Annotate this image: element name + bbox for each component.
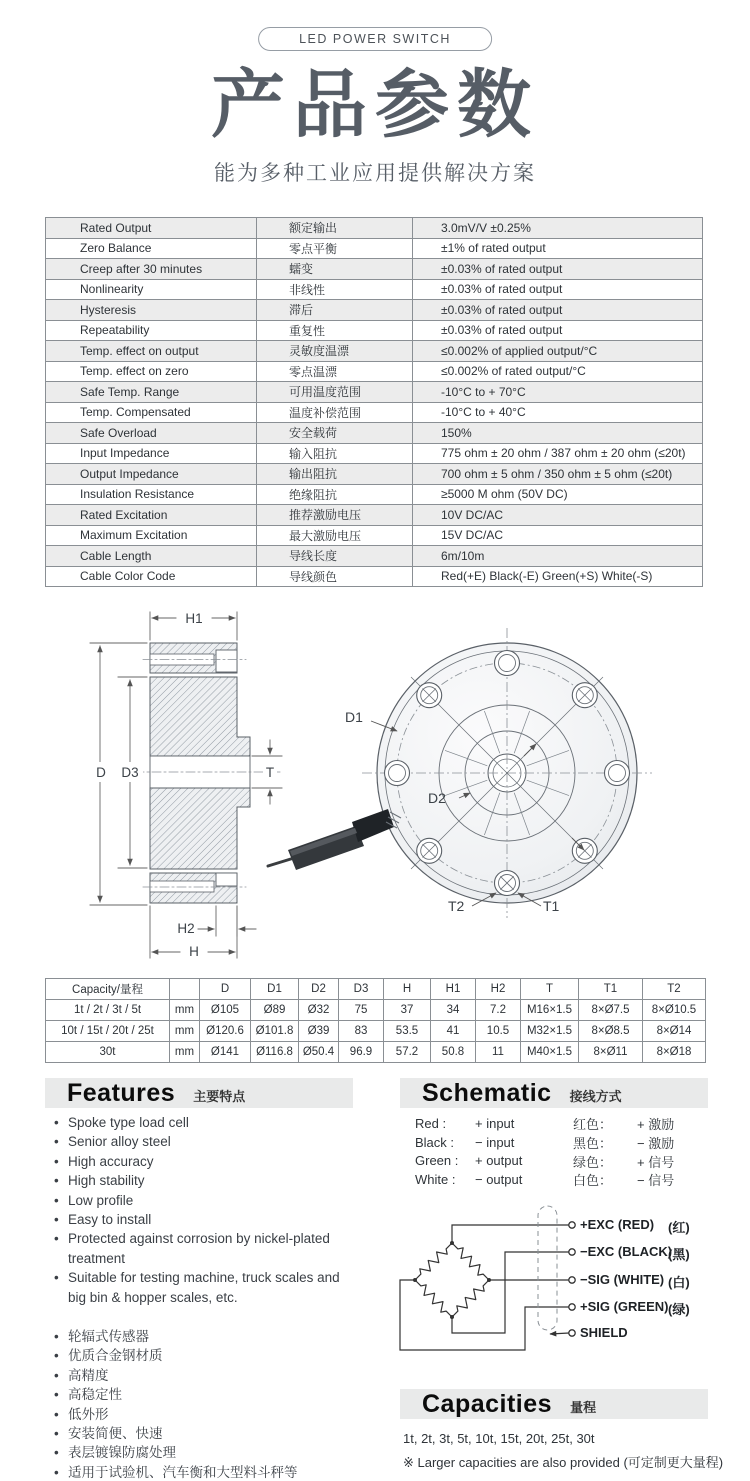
dim-row xyxy=(46,1042,706,1063)
page-subtitle: 能为多种工业应用提供解决方案 xyxy=(214,162,536,185)
bolt-hole xyxy=(609,765,626,782)
spec-name-en: Temp. effect on output xyxy=(46,341,257,362)
dim-cell: M16×1.5 xyxy=(521,1000,579,1021)
spec-value: ±1% of rated output xyxy=(413,238,703,259)
spec-value: ≤0.002% of applied output/°C xyxy=(413,341,703,362)
bullet-dot: • xyxy=(54,1115,59,1130)
dim-label-d: D xyxy=(96,765,106,780)
strain-gauge-resistor xyxy=(415,1243,452,1280)
wiring-cell: + input xyxy=(475,1115,515,1131)
dim-cell: 11 xyxy=(476,1042,521,1063)
dim-header-cell: T xyxy=(521,979,579,1000)
dim-header-cell: D3 xyxy=(339,979,384,1000)
spec-name-en: Temp. Compensated xyxy=(46,402,257,423)
spec-name-zh: 蠕变 xyxy=(257,259,413,280)
dim-cell: mm xyxy=(170,1000,200,1021)
dim-header-cell: T2 xyxy=(643,979,706,1000)
bullet-dot: • xyxy=(54,1445,59,1461)
dim-header-cell: D xyxy=(200,979,251,1000)
front-view-drawing xyxy=(265,628,652,918)
wiring-cell: − 激励 xyxy=(637,1135,675,1151)
wiring-cell: Green : xyxy=(415,1153,459,1169)
bullet-dot: • xyxy=(54,1212,59,1228)
bullet-dot: • xyxy=(54,1270,59,1286)
feature-text: 优质合金钢材质 xyxy=(68,1348,163,1364)
spec-name-zh: 导线颜色 xyxy=(257,566,413,587)
dim-cell: Ø50.4 xyxy=(299,1042,339,1063)
spec-name-en: Input Impedance xyxy=(46,443,257,464)
spec-row xyxy=(46,382,703,403)
spec-name-zh: 零点温漂 xyxy=(257,361,413,382)
dim-cell: Ø116.8 xyxy=(251,1042,299,1063)
dim-cell: Ø120.6 xyxy=(200,1021,251,1042)
dim-label-t: T xyxy=(265,765,275,780)
dim-cell: 8×Ø11 xyxy=(579,1042,643,1063)
feature-text: Low profile xyxy=(68,1192,134,1208)
dim-row xyxy=(46,1021,706,1042)
spec-name-zh: 灵敏度温漂 xyxy=(257,341,413,362)
spec-value: ±0.03% of rated output xyxy=(413,300,703,321)
feature-item xyxy=(48,1171,350,1190)
spec-row xyxy=(46,320,703,341)
spec-name-en: Rated Excitation xyxy=(46,505,257,526)
page-title: 产品参数 xyxy=(211,63,539,146)
feature-text: Spoke type load cell xyxy=(68,1115,189,1130)
spec-name-en: Creep after 30 minutes xyxy=(46,259,257,280)
schematic-title: Schematic xyxy=(422,1078,552,1107)
spec-name-zh: 绝缘阻抗 xyxy=(257,484,413,505)
feature-text: Suitable for testing machine, truck scales and big bin & hopper scales, etc. xyxy=(68,1270,340,1305)
dim-cell: Ø89 xyxy=(251,1000,299,1021)
dim-cell: 7.2 xyxy=(476,1000,521,1021)
dim-cell: 10.5 xyxy=(476,1021,521,1042)
terminal-label xyxy=(580,1217,720,1235)
spec-name-zh: 最大激励电压 xyxy=(257,525,413,546)
bullet-dot: • xyxy=(54,1173,59,1189)
spec-name-en: Rated Output xyxy=(46,218,257,239)
terminal-label xyxy=(580,1244,720,1262)
dim-label-h2: H2 xyxy=(177,921,195,936)
bullet-dot: • xyxy=(54,1406,59,1422)
spec-name-zh: 导线长度 xyxy=(257,546,413,567)
cable-connector-illustration xyxy=(268,809,401,870)
dim-cell: 83 xyxy=(339,1021,384,1042)
spec-value: 775 ohm ± 20 ohm / 387 ohm ± 20 ohm (≤20t) xyxy=(413,443,703,464)
spec-value: 15V DC/AC xyxy=(413,525,703,546)
dim-cell: 41 xyxy=(431,1021,476,1042)
spec-value: ≤0.002% of rated output/°C xyxy=(413,361,703,382)
dim-cell: M40×1.5 xyxy=(521,1042,579,1063)
spec-value: 6m/10m xyxy=(413,546,703,567)
feature-text: 适用于试验机、汽车衡和大型料斗秤等 xyxy=(68,1464,298,1480)
feature-item xyxy=(48,1152,350,1171)
feature-item xyxy=(48,1346,350,1365)
dim-label-t2: T2 xyxy=(448,898,465,914)
spec-row xyxy=(46,423,703,444)
terminal-label xyxy=(580,1325,720,1340)
spec-row xyxy=(46,402,703,423)
bullet-dot: • xyxy=(54,1153,59,1169)
dim-cell: 8×Ø18 xyxy=(643,1042,706,1063)
wiring-cell: 黑色： xyxy=(573,1135,613,1151)
spec-name-zh: 零点平衡 xyxy=(257,238,413,259)
feature-text: 安装简便、快速 xyxy=(68,1426,163,1442)
spec-name-en: Maximum Excitation xyxy=(46,525,257,546)
bullet-dot: • xyxy=(54,1367,59,1383)
spec-row xyxy=(46,259,703,280)
dim-header-cell: H2 xyxy=(476,979,521,1000)
spec-value: ≥5000 M ohm (50V DC) xyxy=(413,484,703,505)
terminal-name: +SIG (GREEN) xyxy=(580,1299,669,1314)
spec-name-en: Cable Color Code xyxy=(46,566,257,587)
terminal-name: −EXC (BLACK) xyxy=(580,1244,673,1259)
dim-label-d2: D2 xyxy=(428,790,446,806)
spec-row xyxy=(46,443,703,464)
spec-row xyxy=(46,566,703,587)
spec-name-en: Safe Overload xyxy=(46,423,257,444)
spec-name-en: Cable Length xyxy=(46,546,257,567)
spec-value: ±0.03% of rated output xyxy=(413,320,703,341)
dim-cell: 57.2 xyxy=(384,1042,431,1063)
terminal-label xyxy=(580,1299,720,1317)
bullet-dot: • xyxy=(54,1387,59,1403)
dim-cell: 1t / 2t / 3t / 5t xyxy=(46,1000,170,1021)
wiring-cell: 红色： xyxy=(573,1116,613,1132)
terminal-label xyxy=(580,1272,720,1290)
dim-label-h: H xyxy=(189,944,199,959)
features-section-header xyxy=(45,1078,353,1108)
wiring-cell: 绿色： xyxy=(573,1154,613,1170)
dim-cell: 96.9 xyxy=(339,1042,384,1063)
dim-cell: mm xyxy=(170,1021,200,1042)
spec-name-zh: 推荐激励电压 xyxy=(257,505,413,526)
terminal-name: −SIG (WHITE) xyxy=(580,1272,665,1287)
feature-item xyxy=(48,1463,350,1481)
spec-row xyxy=(46,218,703,239)
dim-cell: Ø141 xyxy=(200,1042,251,1063)
strain-gauge-resistor xyxy=(452,1280,489,1317)
dim-cell: 34 xyxy=(431,1000,476,1021)
spec-name-en: Temp. effect on zero xyxy=(46,361,257,382)
strain-gauge-resistor xyxy=(415,1280,452,1317)
features-subtitle-zh: 主要特点 xyxy=(193,1088,246,1104)
spec-name-zh: 输出阻抗 xyxy=(257,464,413,485)
dim-cell: 50.8 xyxy=(431,1042,476,1063)
dimension-table xyxy=(45,978,706,1063)
dim-cell: 30t xyxy=(46,1042,170,1063)
feature-text: 高精度 xyxy=(68,1367,109,1383)
dim-label-d1: D1 xyxy=(345,709,363,725)
spec-value: 10V DC/AC xyxy=(413,505,703,526)
bullet-dot: • xyxy=(54,1192,59,1208)
feature-text: High stability xyxy=(68,1173,145,1189)
dim-header-cell: T1 xyxy=(579,979,643,1000)
terminal-name-zh: (黑) xyxy=(668,1247,690,1262)
capacities-subtitle-zh: 量程 xyxy=(570,1399,597,1415)
dim-cell: Ø105 xyxy=(200,1000,251,1021)
bullet-dot: • xyxy=(54,1464,59,1480)
features-list-zh xyxy=(48,1327,350,1481)
capacities-title: Capacities xyxy=(422,1389,553,1418)
wiring-row xyxy=(415,1114,707,1133)
terminal-name: +EXC (RED) xyxy=(580,1217,655,1232)
feature-text: Easy to install xyxy=(68,1212,152,1228)
terminal-name-zh: (绿) xyxy=(668,1302,690,1317)
feature-text: High accuracy xyxy=(68,1153,154,1169)
spec-value: ±0.03% of rated output xyxy=(413,259,703,280)
feature-item xyxy=(48,1405,350,1424)
bullet-dot: • xyxy=(54,1134,59,1150)
schematic-section-header xyxy=(400,1078,708,1108)
spec-name-zh: 滞后 xyxy=(257,300,413,321)
feature-item xyxy=(48,1132,350,1151)
wiring-cell: Red : xyxy=(415,1115,447,1131)
dim-header-cell: H xyxy=(384,979,431,1000)
spec-row xyxy=(46,484,703,505)
spec-name-en: Safe Temp. Range xyxy=(46,382,257,403)
feature-item xyxy=(48,1443,350,1462)
terminal-name: SHIELD xyxy=(580,1325,628,1340)
capacities-note: ※ Larger capacities are also provided (可定制更大量程) xyxy=(403,1455,724,1470)
feature-item xyxy=(48,1210,350,1229)
spec-name-zh: 输入阻抗 xyxy=(257,443,413,464)
spec-value: -10°C to + 40°C xyxy=(413,402,703,423)
dim-header-cell: D1 xyxy=(251,979,299,1000)
dim-header-cell: D2 xyxy=(299,979,339,1000)
spec-name-en: Output Impedance xyxy=(46,464,257,485)
feature-item xyxy=(48,1327,350,1346)
spec-name-en: Hysteresis xyxy=(46,300,257,321)
wiring-cell: − input xyxy=(475,1134,515,1150)
technical-drawing xyxy=(45,598,705,973)
spec-value: 150% xyxy=(413,423,703,444)
capacities-values: 1t, 2t, 3t, 5t, 10t, 15t, 20t, 25t, 30t xyxy=(403,1431,595,1446)
spec-value: 700 ohm ± 5 ohm / 350 ohm ± 5 ohm (≤20t) xyxy=(413,464,703,485)
spec-name-en: Insulation Resistance xyxy=(46,484,257,505)
wiring-cell: 白色： xyxy=(573,1173,613,1189)
dim-cell: Ø32 xyxy=(299,1000,339,1021)
dim-cell: 10t / 15t / 20t / 25t xyxy=(46,1021,170,1042)
spec-row xyxy=(46,505,703,526)
feature-text: 高稳定性 xyxy=(68,1387,122,1403)
bolt-hole xyxy=(499,655,516,672)
feature-text: 表层镀镍防腐处理 xyxy=(68,1445,176,1461)
bullet-dot: • xyxy=(54,1348,59,1364)
capacities-section-header xyxy=(400,1389,708,1419)
spec-row xyxy=(46,361,703,382)
dim-row xyxy=(46,1000,706,1021)
features-title: Features xyxy=(67,1078,176,1107)
spec-name-zh: 安全载荷 xyxy=(257,423,413,444)
dim-cell: mm xyxy=(170,1042,200,1063)
spec-name-en: Zero Balance xyxy=(46,238,257,259)
feature-item xyxy=(48,1268,350,1307)
dim-cell: 37 xyxy=(384,1000,431,1021)
schematic-subtitle-zh: 接线方式 xyxy=(569,1088,622,1104)
wiring-row xyxy=(415,1170,707,1189)
spec-row xyxy=(46,546,703,567)
dim-label-h1: H1 xyxy=(185,611,203,626)
wiring-cell: Black : xyxy=(415,1134,455,1150)
spec-name-zh: 温度补偿范围 xyxy=(257,402,413,423)
dim-cell: 8×Ø7.5 xyxy=(579,1000,643,1021)
spec-row xyxy=(46,238,703,259)
dim-header-cell xyxy=(170,979,200,1000)
badge-label: LED POWER SWITCH xyxy=(299,32,451,46)
spec-row xyxy=(46,525,703,546)
feature-item xyxy=(48,1229,350,1268)
spec-value: Red(+E) Black(-E) Green(+S) White(-S) xyxy=(413,566,703,587)
dim-cell: 8×Ø10.5 xyxy=(643,1000,706,1021)
dim-cell: 8×Ø8.5 xyxy=(579,1021,643,1042)
dim-cell: Ø101.8 xyxy=(251,1021,299,1042)
bullet-dot: • xyxy=(54,1329,59,1344)
feature-item xyxy=(48,1385,350,1404)
wiring-row xyxy=(415,1133,707,1152)
spec-value: -10°C to + 70°C xyxy=(413,382,703,403)
spec-name-en: Nonlinearity xyxy=(46,279,257,300)
feature-text: 轮辐式传感器 xyxy=(68,1329,149,1344)
wiring-cell: White : xyxy=(415,1172,456,1188)
dim-cell: 75 xyxy=(339,1000,384,1021)
wiring-cell: − output xyxy=(475,1172,523,1188)
spec-row xyxy=(46,341,703,362)
feature-item xyxy=(48,1424,350,1443)
side-view-drawing xyxy=(90,611,282,959)
spec-row xyxy=(46,464,703,485)
strain-gauge-resistor xyxy=(452,1243,489,1280)
dim-cell: M32×1.5 xyxy=(521,1021,579,1042)
wiring-cell: + 激励 xyxy=(637,1116,675,1132)
spec-row xyxy=(46,300,703,321)
feature-text: Senior alloy steel xyxy=(68,1134,171,1150)
dim-header-cell: Capacity/量程 xyxy=(46,979,170,1000)
bullet-dot: • xyxy=(54,1426,59,1442)
spec-value: 3.0mV/V ±0.25% xyxy=(413,218,703,239)
wiring-color-table xyxy=(415,1114,707,1189)
features-list-en xyxy=(48,1113,350,1307)
feature-text: 低外形 xyxy=(68,1406,109,1422)
feature-text: Protected against corrosion by nickel-plated treatment xyxy=(68,1231,330,1266)
terminal-name-zh: (白) xyxy=(668,1275,690,1290)
terminal-name-zh: (红) xyxy=(668,1220,690,1235)
wiring-cell: − 信号 xyxy=(637,1173,675,1189)
spec-name-zh: 重复性 xyxy=(257,320,413,341)
dim-label-t1: T1 xyxy=(543,898,560,914)
wiring-row xyxy=(415,1152,707,1171)
dim-label-d3: D3 xyxy=(121,765,139,780)
spec-name-zh: 非线性 xyxy=(257,279,413,300)
spec-name-en: Repeatability xyxy=(46,320,257,341)
dim-header-cell: H1 xyxy=(431,979,476,1000)
spec-table xyxy=(45,217,703,587)
dim-cell: Ø39 xyxy=(299,1021,339,1042)
bolt-hole xyxy=(389,765,406,782)
wiring-cell: + 信号 xyxy=(637,1154,675,1170)
spec-name-zh: 可用温度范围 xyxy=(257,382,413,403)
spec-row xyxy=(46,279,703,300)
bullet-dot: • xyxy=(54,1231,59,1247)
dim-cell: 53.5 xyxy=(384,1021,431,1042)
spec-name-zh: 额定输出 xyxy=(257,218,413,239)
dim-cell: 8×Ø14 xyxy=(643,1021,706,1042)
feature-item xyxy=(48,1113,350,1132)
spec-value: ±0.03% of rated output xyxy=(413,279,703,300)
wiring-cell: + output xyxy=(475,1153,523,1169)
feature-item xyxy=(48,1191,350,1210)
feature-item xyxy=(48,1366,350,1385)
